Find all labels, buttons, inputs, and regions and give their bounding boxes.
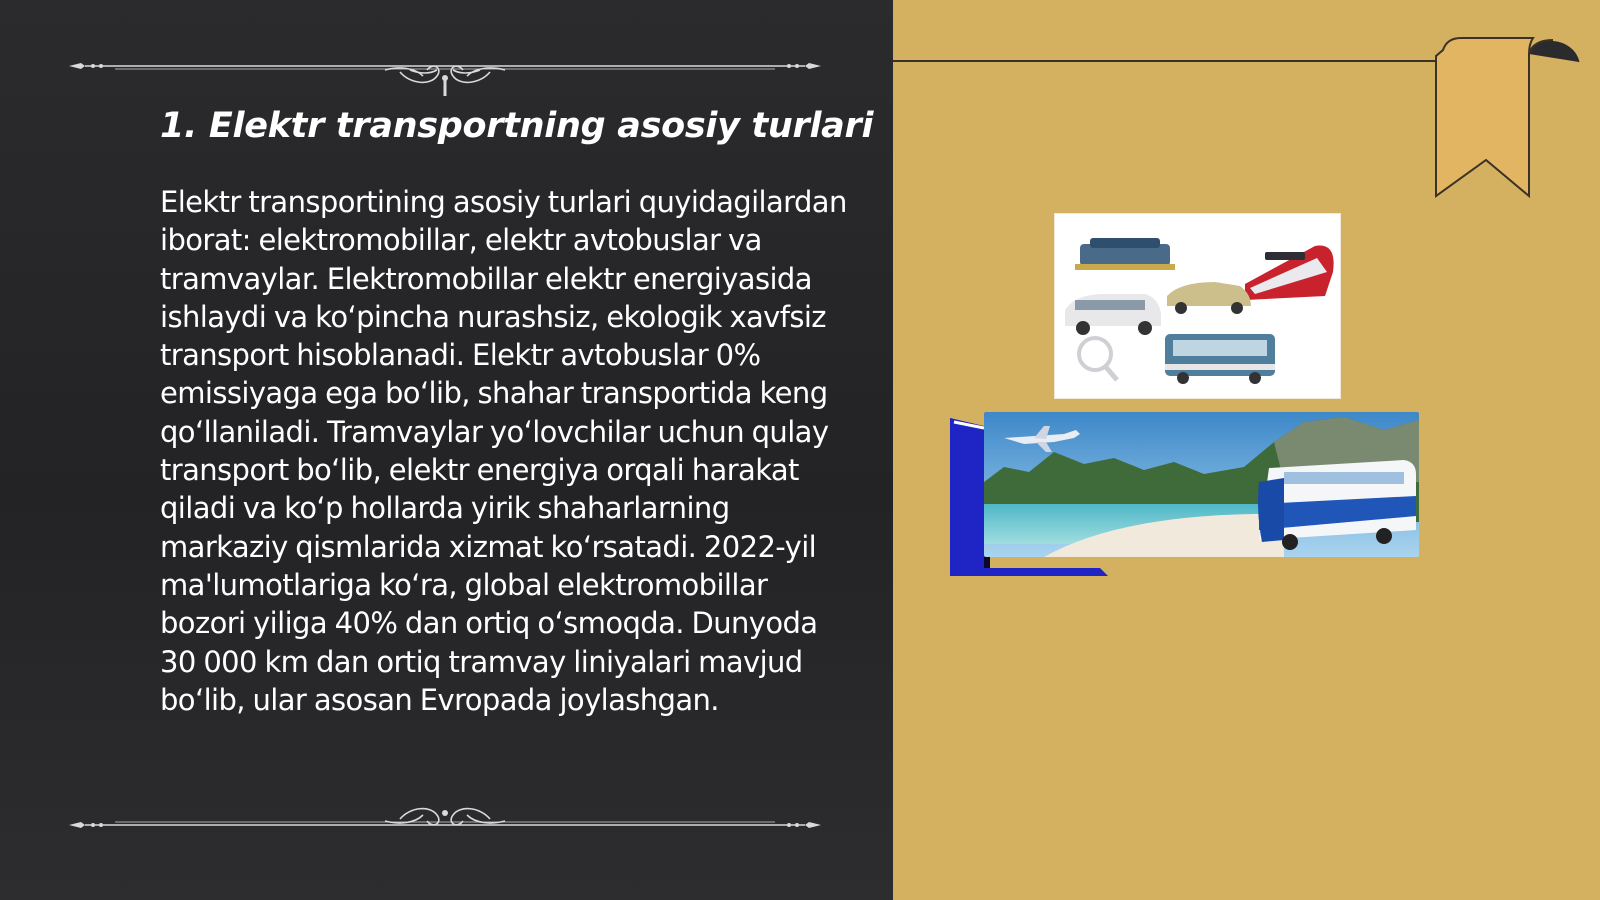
ornamental-divider-top	[65, 48, 825, 98]
bookmark-ribbon-icon	[1433, 36, 1581, 200]
slide-body-text: Elektr transportining asosiy turlari quyidagilardan iborat: elektromobillar, elektr avtobuslar va tramvaylar. Elektromobillar elektr energiyasida ishlaydi va ko‘pincha nurashsiz, ekologik xavfsiz transport hisoblanadi. Elektr avtobuslar 0% emissiyaga ega bo‘lib, shahar transportida keng qo‘llaniladi. Tramvaylar yo‘lovchilar uchun qulay transport bo‘lib, elektr energiya orqali harakat qiladi va ko‘p hollarda yirik shaharlarning markaziy qismlarida xizmat ko‘rsatadi. 2022-yil ma'lumotlariga ko‘ra, global elektromobillar bozori yiliga 40% dan ortiq o‘smoqda. Dunyoda 30 000 km dan ortiq tramvay liniyalari mavjud bo‘lib, ular asosan Evropada joylashgan.	[160, 185, 847, 717]
vehicles-collage-image	[1055, 214, 1340, 398]
top-rule-line	[893, 60, 1438, 62]
ornamental-divider-bottom	[65, 785, 825, 835]
slide-title: 1. Elektr transportning asosiy turlari	[160, 106, 874, 146]
airplane-beach-bus-image	[984, 412, 1419, 557]
